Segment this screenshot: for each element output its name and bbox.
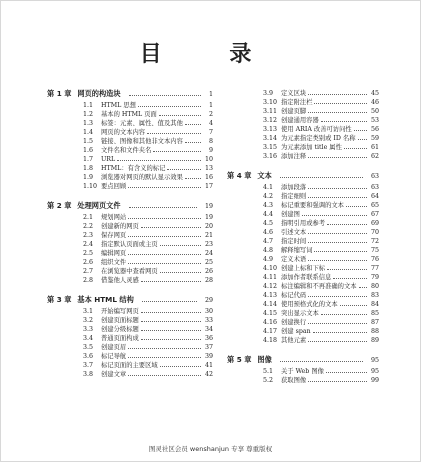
section-title: 标记代码 [281,292,307,299]
section-number: 1.6 [83,147,94,154]
leader-dots [313,331,367,333]
toc-entry[interactable] [83,119,213,128]
section-number: 5.2 [263,377,274,384]
page-number: 26 [204,268,213,275]
toc-entry[interactable] [263,282,379,291]
page-number: 50 [370,108,379,115]
section-title: 其他元素 [281,337,307,344]
leader-dots [141,311,201,313]
section-title: 创建 span [281,328,311,335]
chapter-title: 图像 [257,355,272,364]
page-number: 23 [204,241,213,248]
section-number: 2.1 [83,214,94,221]
section-title: 开始编写网页 [101,308,139,315]
page-number: 1 [208,91,213,98]
section-title: 标记页面的主要区域 [101,362,158,369]
leader-dots [308,196,367,198]
toc-entry[interactable] [83,307,213,316]
page-title: 目 录 [139,42,282,67]
toc-entry[interactable] [83,352,213,361]
toc-chapter[interactable] [47,295,213,307]
page-number: 79 [370,274,379,281]
section-title: 为元素添加 title 属性 [281,144,342,151]
section-number: 4.12 [263,283,278,290]
toc-entry[interactable] [83,101,213,110]
page-number: 59 [370,135,379,142]
section-title: 指定时间 [281,238,307,245]
section-title: 创建文章 [101,371,127,378]
leader-dots [302,214,367,216]
section-number: 4.18 [263,337,278,344]
page-number: 2 [208,111,213,118]
section-title: 指定附注栏 [281,99,313,106]
section-title: 添加段落 [281,184,307,191]
toc-entry[interactable] [263,107,379,116]
section-title: 编辑网页 [101,250,127,257]
section-title: 创建分级标题 [101,326,139,333]
section-number: 4.3 [263,202,274,209]
section-title: 为元素指定类别或 ID 名称 [281,135,356,142]
section-number: 4.7 [263,238,274,245]
toc-entry[interactable] [83,213,213,222]
page-number: 80 [370,283,379,290]
section-title: 规划网站 [101,214,127,221]
toc-entry[interactable] [263,143,379,152]
section-title: 创建页眉 [101,344,127,351]
leader-dots [167,168,201,170]
section-title: 网页的文本内容 [101,129,146,136]
section-title: 定义区块 [281,90,307,97]
section-number: 1.9 [83,174,94,181]
page-number: 19 [204,203,213,210]
leader-dots [160,244,201,246]
page-number: 76 [370,256,379,263]
toc-entry[interactable] [83,182,213,191]
page-number: 85 [370,310,379,317]
leader-dots [333,277,367,279]
toc-entry[interactable] [263,201,379,210]
page-number: 1 [208,102,213,109]
page-number: 75 [370,247,379,254]
section-title: 标记导航 [101,353,127,360]
page-number: 88 [370,328,379,335]
toc-entry[interactable] [263,219,379,228]
leader-dots [129,206,197,208]
page-number: 9 [208,147,213,154]
section-title: 指定默认页面或主页 [101,241,158,248]
section-number: 5.1 [263,368,274,375]
chapter-number: 第 2 章 [47,201,72,210]
leader-dots [308,295,367,297]
page-number: 30 [204,308,213,315]
page-number: 24 [204,250,213,257]
page-number: 72 [370,238,379,245]
toc-entry[interactable] [83,325,213,334]
section-title: 创建换行 [281,319,307,326]
page-number: 37 [204,344,213,351]
page-number: 19 [204,214,213,221]
leader-dots [141,280,201,282]
toc-entry[interactable] [263,116,379,125]
toc-entry[interactable] [263,210,379,219]
leader-dots [340,304,367,306]
toc-entry[interactable] [83,267,213,276]
section-title: 引述文本 [281,229,307,236]
leader-dots [128,374,201,376]
page-number: 95 [370,368,379,375]
toc-entry[interactable] [263,367,379,376]
toc-entry[interactable] [263,318,379,327]
section-title: 文件名和文件夹名 [101,147,152,154]
page-number: 45 [370,90,379,97]
leader-dots [308,241,367,243]
leader-dots [159,114,201,116]
section-title: 普通页面构成 [101,335,139,342]
footer-watermark: 图灵社区会员 wenshanjun 专享 尊重版权 [148,445,273,453]
page-number: 99 [370,377,379,384]
chapter-title: 处理网页文件 [77,201,121,210]
toc-entry[interactable] [83,110,213,119]
section-title: 标注编辑和不再准确的文本 [281,283,357,290]
leader-dots [117,159,201,161]
chapter-title: 网页的构造块 [77,89,121,98]
leader-dots [346,205,367,207]
section-number: 3.13 [263,126,278,133]
leader-dots [153,150,201,152]
page-number: 77 [370,265,379,272]
toc-entry[interactable] [263,134,379,143]
section-number: 3.15 [263,144,278,151]
leader-dots [308,380,367,382]
leader-dots [141,226,201,228]
leader-dots [308,156,367,158]
toc-chapter[interactable] [227,355,379,367]
section-title: 指明引用或参考 [281,220,326,227]
page-number: 63 [370,173,379,180]
page-number: 21 [204,232,213,239]
toc-entry[interactable] [263,228,379,237]
leader-dots [128,262,201,264]
toc-entry[interactable] [83,240,213,249]
page-number: 41 [204,362,213,369]
section-number: 3.9 [263,90,274,97]
page-number: 46 [370,99,379,106]
toc-entry[interactable] [263,89,379,98]
section-title: 标签：元素、属性、值及其他 [101,120,183,127]
section-number: 4.5 [263,220,274,227]
page-number: 83 [370,292,379,299]
section-title: 在浏览器中查看网页 [101,268,158,275]
section-number: 4.11 [263,274,278,281]
page-number: 28 [204,277,213,284]
chapter-number: 第 3 章 [47,295,72,304]
section-number: 4.4 [263,211,274,218]
section-title: 浏览器对网页的默认显示效果 [101,174,183,181]
leader-dots [185,177,201,179]
leader-dots [327,223,367,225]
toc-entry[interactable] [263,327,379,336]
leader-dots [314,102,367,104]
section-number: 1.10 [83,183,98,190]
page-number: 67 [370,211,379,218]
section-title: 借鉴他人灵感 [101,277,139,284]
section-number: 4.2 [263,193,274,200]
section-title: 创建图 [281,211,300,218]
chapter-number: 第 1 章 [47,89,72,98]
page-number: 25 [204,259,213,266]
leader-dots [185,141,201,143]
page-number: 56 [370,126,379,133]
page-number: 61 [370,144,379,151]
section-number: 1.4 [83,129,94,136]
leader-dots [308,232,367,234]
leader-dots [280,176,363,178]
section-number: 3.14 [263,135,278,142]
section-number: 3.10 [263,99,278,106]
toc-entry[interactable] [83,164,213,173]
leader-dots [359,286,367,288]
leader-dots [147,132,201,134]
page-number: 33 [204,317,213,324]
section-number: 4.14 [263,301,278,308]
toc-entry[interactable] [83,334,213,343]
page-number: 42 [204,371,213,378]
page-number: 20 [204,223,213,230]
leader-dots [344,147,367,149]
toc-entry[interactable] [83,258,213,267]
leader-dots [185,123,201,125]
chapter-number: 第 4 章 [227,171,252,180]
page-number: 62 [370,153,379,160]
page-number: 7 [208,129,213,136]
section-number: 1.8 [83,165,94,172]
toc-entry[interactable] [83,137,213,146]
section-title: 基本的 HTML 页面 [101,111,157,118]
page-number: 39 [204,353,213,360]
page-number: 95 [370,357,379,364]
toc-entry[interactable] [263,376,379,385]
leader-dots [128,217,201,219]
section-number: 4.15 [263,310,278,317]
toc-entry[interactable] [263,291,379,300]
toc-entry[interactable] [263,264,379,273]
page-number: 84 [370,301,379,308]
section-title: 创建页面标题 [101,317,139,324]
section-title: 使用 ARIA 改善可访问性 [281,126,352,133]
toc-entry[interactable] [263,152,379,161]
section-number: 1.7 [83,156,94,163]
page-number: 34 [204,326,213,333]
page-number: 87 [370,319,379,326]
section-title: 标记重要和强调的文本 [281,202,344,209]
toc-entry[interactable] [83,370,213,379]
section-number: 4.13 [263,292,278,299]
section-number: 4.10 [263,265,278,272]
page-number: 69 [370,220,379,227]
section-number: 2.6 [83,259,94,266]
leader-dots [308,259,367,261]
page-number: 29 [204,297,213,304]
chapter-title: 基本 HTML 结构 [77,295,134,304]
toc-entry[interactable] [83,155,213,164]
toc-right-column [227,89,379,385]
section-title: 关于 Web 图像 [281,368,324,375]
toc-entry[interactable] [263,273,379,282]
leader-dots [326,371,367,373]
section-number: 3.5 [83,344,94,351]
chapter-title: 文本 [257,171,272,180]
leader-dots [128,253,201,255]
leader-dots [142,300,197,302]
toc-entry[interactable] [83,276,213,285]
section-number: 3.16 [263,153,278,160]
toc-entry[interactable] [263,237,379,246]
toc-entry[interactable] [263,125,379,134]
page-number: 65 [370,202,379,209]
toc-entry[interactable] [83,173,213,182]
section-number: 3.1 [83,308,94,315]
leader-dots [314,250,367,252]
page-number: 70 [370,229,379,236]
page-number: 4 [208,120,213,127]
section-number: 3.7 [83,362,94,369]
section-title: 创建通用容器 [281,117,319,124]
section-title: 创建上标和下标 [281,265,326,272]
section-number: 3.4 [83,335,94,342]
toc-entry[interactable] [83,361,213,370]
toc-entry[interactable] [83,316,213,325]
section-number: 2.2 [83,223,94,230]
toc-entry[interactable] [263,309,379,318]
section-number: 2.7 [83,268,94,275]
leader-dots [358,138,367,140]
page-number: 63 [370,184,379,191]
section-title: 创建新的网页 [101,223,139,230]
toc-entry[interactable] [263,183,379,192]
leader-dots [160,365,201,367]
section-number: 4.16 [263,319,278,326]
page-number: 89 [370,337,379,344]
section-number: 3.12 [263,117,278,124]
leader-dots [160,271,201,273]
section-number: 4.6 [263,229,274,236]
section-title: URL [101,156,116,163]
leader-dots [308,111,367,113]
section-number: 2.4 [83,241,94,248]
leader-dots [308,187,367,189]
section-number: 1.5 [83,138,94,145]
leader-dots [128,356,201,358]
leader-dots [321,313,367,315]
section-title: 创建页脚 [281,108,307,115]
section-title: 添加注释 [281,153,307,160]
section-number: 2.3 [83,232,94,239]
section-title: 定义术语 [281,256,307,263]
toc-chapter[interactable] [227,171,379,183]
section-number: 1.1 [83,102,94,109]
section-title: 指定细则 [281,193,307,200]
page-number: 36 [204,335,213,342]
section-title: HTML 思想 [101,102,136,109]
toc-entry[interactable] [263,336,379,345]
page-number: 13 [204,165,213,172]
leader-dots [280,360,363,362]
toc-chapter[interactable] [47,89,213,101]
section-number: 4.8 [263,247,274,254]
leader-dots [138,105,201,107]
section-number: 3.11 [263,108,278,115]
section-number: 3.2 [83,317,94,324]
section-number: 4.9 [263,256,274,263]
leader-dots [354,129,367,131]
page-number: 16 [204,174,213,181]
page-number: 8 [208,138,213,145]
toc-entry[interactable] [263,255,379,264]
section-title: 使用预格式化的文本 [281,301,338,308]
section-number: 1.2 [83,111,94,118]
section-number: 1.3 [83,120,94,127]
leader-dots [321,120,367,122]
leader-dots [308,322,367,324]
leader-dots [128,347,201,349]
leader-dots [128,235,201,237]
toc-entry[interactable] [83,222,213,231]
leader-dots [308,340,367,342]
section-title: 解释缩写词 [281,247,313,254]
leader-dots [308,93,367,95]
section-number: 2.5 [83,250,94,257]
chapter-number: 第 5 章 [227,355,252,364]
section-title: 突出显示文本 [281,310,319,317]
section-number: 3.6 [83,353,94,360]
toc-entry[interactable] [263,98,379,107]
leader-dots [141,329,201,331]
toc-entry[interactable] [83,146,213,155]
toc-entry[interactable] [83,343,213,352]
leader-dots [327,268,367,270]
toc-left-column [47,89,213,379]
page-number: 53 [370,117,379,124]
toc-chapter[interactable] [47,201,213,213]
toc-entry[interactable] [83,128,213,137]
section-number: 4.1 [263,184,274,191]
section-title: HTML：有含义的标记 [101,165,166,172]
leader-dots [128,186,201,188]
page-number: 10 [204,156,213,163]
section-title: 链接、图像和其他非文本内容 [101,138,183,145]
section-number: 4.17 [263,328,278,335]
section-title: 添加作者联系信息 [281,274,332,281]
page-number: 64 [370,193,379,200]
section-title: 要点回顾 [101,183,127,190]
section-title: 获取图像 [281,377,307,384]
leader-dots [141,338,201,340]
section-number: 3.3 [83,326,94,333]
section-title: 保存网页 [101,232,127,239]
toc-entry[interactable] [83,249,213,258]
toc-entry[interactable] [263,300,379,309]
toc-entry[interactable] [263,192,379,201]
leader-dots [141,320,201,322]
leader-dots [129,94,201,96]
section-number: 3.8 [83,371,94,378]
section-title: 组织文件 [101,259,127,266]
page-number: 17 [204,183,213,190]
toc-entry[interactable] [83,231,213,240]
toc-entry[interactable] [263,246,379,255]
section-number: 2.8 [83,277,94,284]
